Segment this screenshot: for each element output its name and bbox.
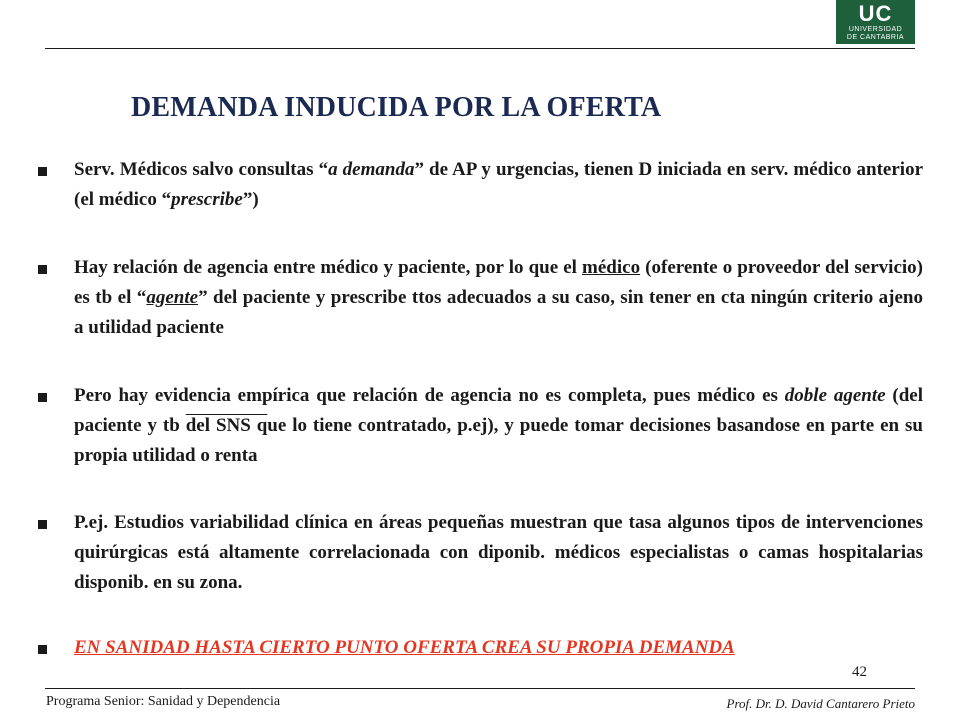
bullet-marker bbox=[38, 645, 47, 654]
footer-author: Prof. Dr. D. David Cantarero Prieto bbox=[726, 696, 915, 711]
page-number: 42 bbox=[852, 664, 867, 680]
top-divider bbox=[45, 48, 915, 49]
bullet-item-5 bbox=[38, 633, 923, 663]
highlight-conclusion: EN SANIDAD HASTA CIERTO PUNTO OFERTA CREA SU PROPIA DEMANDA bbox=[74, 637, 735, 658]
logo-line1: UNIVERSIDAD bbox=[848, 26, 903, 33]
bullet-text-5 bbox=[74, 633, 923, 663]
bullet-item-3 bbox=[38, 381, 923, 471]
bullet-marker bbox=[38, 265, 47, 274]
bullet-marker bbox=[38, 520, 47, 529]
bullet-item-1 bbox=[38, 155, 923, 215]
bullet-text-1: Serv. Médicos salvo consultas “a demanda” de AP y urgencias, tienen D iniciada en serv. médico anterior (el médico “prescribe”) bbox=[74, 159, 924, 210]
bullet-text-2: Hay relación de agencia entre médico y paciente, por lo que el médico (oferente o proveedor del servicio) es tb el “agente” del paciente y prescribe ttos adecuados a su caso, sin tener en cta ningún criterio ajeno a utilidad paciente bbox=[74, 257, 923, 338]
bottom-divider bbox=[45, 688, 915, 689]
slide-title: DEMANDA INDUCIDA POR LA OFERTA bbox=[131, 92, 662, 123]
footer-program: Programa Senior: Sanidad y Dependencia bbox=[46, 694, 281, 709]
bullet-marker bbox=[38, 393, 47, 402]
bullet-item-4 bbox=[38, 508, 923, 598]
bullet-item-2 bbox=[38, 253, 923, 343]
bullet-text-4: P.ej. Estudios variabilidad clínica en áreas pequeñas muestran que tasa algunos tipos de intervenciones quirúrgicas está altamente correlacionada con diponib. médicos especialistas o camas hospitalarias disponib. en su zona. bbox=[74, 512, 923, 593]
logo-line2: DE CANTABRIA bbox=[846, 34, 905, 41]
bullet-text-3: Pero hay evidencia empírica que relación de agencia no es completa, pues médico es doble agente (del paciente y tb del SNS que lo tiene contratado, p.ej), y puede tomar decisiones basandose en parte en su propia utilidad o renta bbox=[74, 385, 924, 466]
university-logo bbox=[836, 0, 915, 44]
logo-mark: UC bbox=[858, 1, 893, 26]
bullet-marker bbox=[38, 167, 47, 176]
